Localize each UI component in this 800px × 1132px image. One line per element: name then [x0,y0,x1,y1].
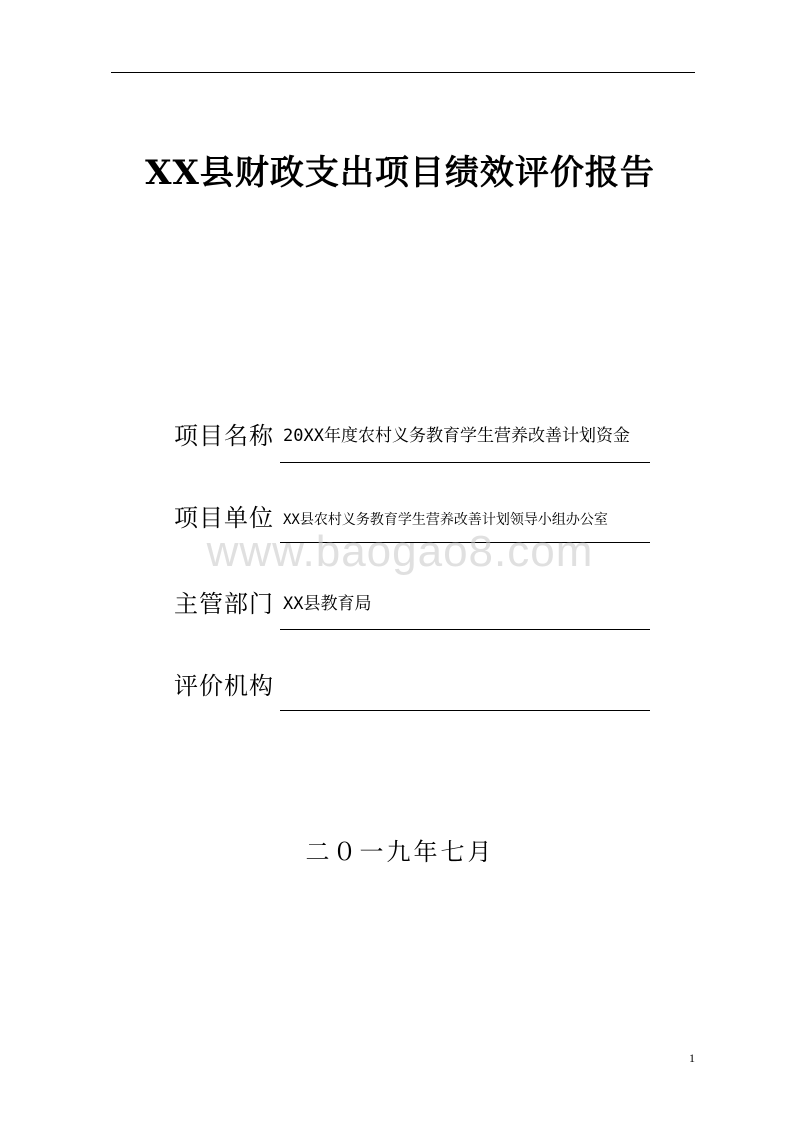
watermark: www.baogao8.com [206,527,594,576]
field-underline [280,629,650,630]
field-value: 20XX年度农村义务教育学生营养改善计划资金 [283,426,630,446]
field-label: 项目名称 [174,422,274,450]
field-value: XX县教育局 [283,594,372,614]
field-project-unit [174,502,654,552]
field-value: XX县农村义务教育学生营养改善计划领导小组办公室 [283,512,608,528]
page-number: 1 [689,1051,695,1065]
field-underline [280,710,650,711]
field-label: 项目单位 [174,504,274,532]
report-date: 二０一九年七月 [305,838,495,866]
field-underline [280,462,650,463]
header-rule [111,72,695,73]
field-evaluation-agency [174,670,654,720]
field-project-name [174,420,654,470]
field-supervising-dept [174,588,654,638]
document-title: XX县财政支出项目绩效评价报告 [145,153,655,193]
field-label: 主管部门 [174,590,274,618]
field-label: 评价机构 [174,672,274,700]
field-underline [280,542,650,543]
